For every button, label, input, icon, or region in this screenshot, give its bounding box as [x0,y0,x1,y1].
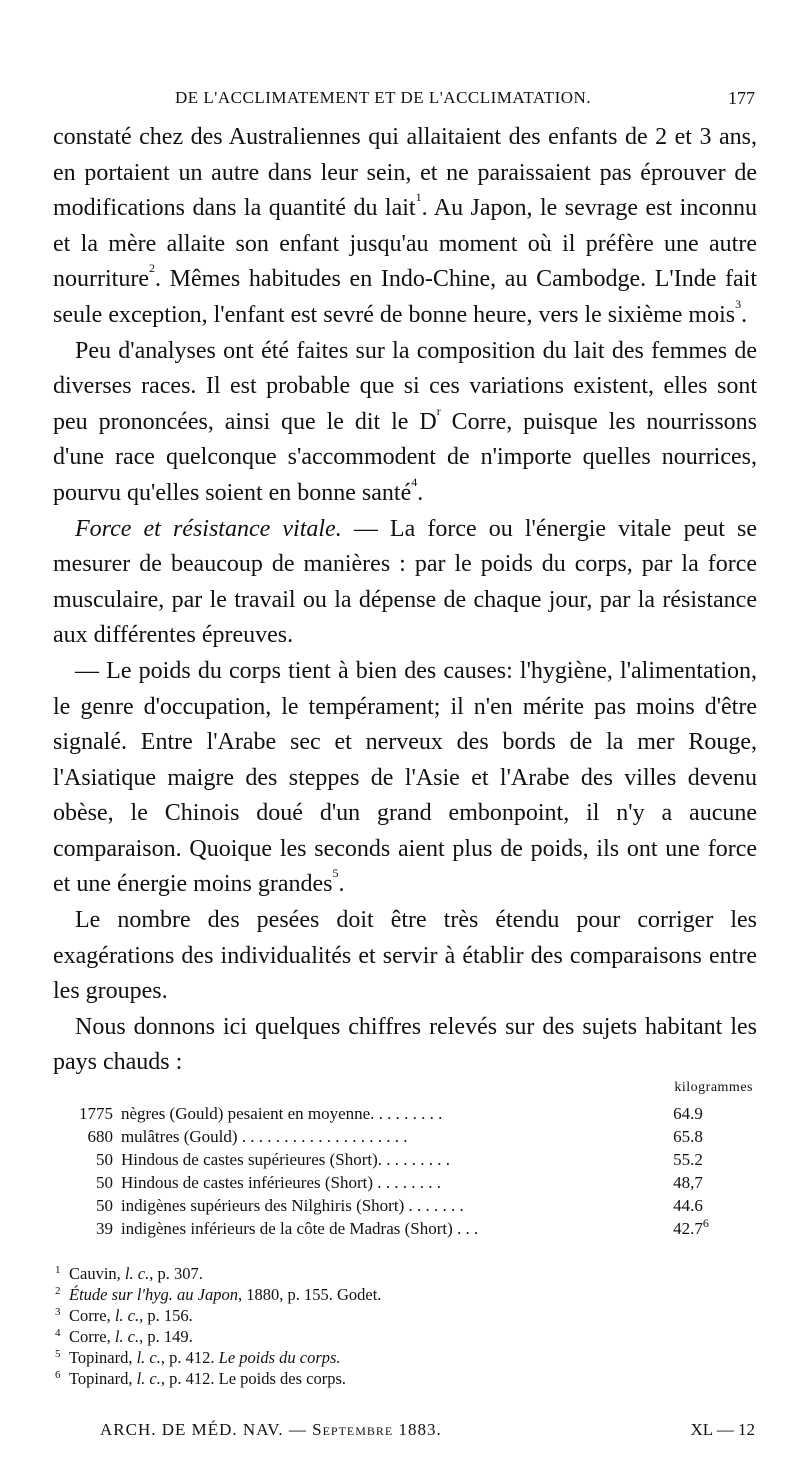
footnotes [55,1263,755,1389]
row-value: 65.8 [673,1127,703,1146]
footnote-text [69,1284,755,1305]
footnote-ref-5: 5 [332,866,339,881]
paragraph-1-text-b: . Au Japon, le sevrage est inconnu et la mère allaite son enfant jusqu'au moment où il préfère une autre nourriture [53,195,757,293]
footnote-italic: l. c. [136,1369,161,1388]
paragraph-6: Nous donnons ici quelques chiffres relevés sur des sujets habitant les pays chauds : [53,1013,757,1076]
row-count: 1775 [78,1104,113,1123]
row-description: indigènes inférieurs de la côte de Madras (Short) . . . [120,1219,479,1238]
row-value: 44.6 [673,1196,703,1215]
row-value: 48,7 [673,1173,703,1192]
footnote-text [69,1263,755,1284]
footnote-text [69,1305,755,1326]
footnote-ref-4: 4 [411,474,418,489]
unit-label: kilogrammes [674,1080,753,1095]
footnote-post: , p. 307. [149,1264,203,1283]
footnote-italic: l. c. [114,1327,140,1346]
header-title: DE L'ACCLIMATEMENT ET DE L'ACCLIMATATION. [175,88,592,107]
footnote-pre: Topinard, [69,1369,137,1388]
footnote-pre: Corre, [69,1327,115,1346]
footnote [55,1284,755,1305]
footnote-italic-2: Le poids du corps. [218,1348,341,1367]
row-count: 50 [95,1150,113,1169]
footnote-text [69,1368,755,1389]
paragraph-1-text-c: . Mêmes habitudes en Indo-Chine, au Cambodge. L'Inde fait seule exception, l'enfant est sevré de bonne heure, vers le sixième mois [53,266,757,328]
row-count: 39 [95,1219,113,1238]
footnote-post: , p. 149. [139,1327,193,1346]
footnote-mark: 4 [55,1327,61,1339]
row-value [665,1217,753,1240]
row-description: Hindous de castes supérieures (Short). . . . . . . . . [120,1150,451,1169]
footnote [55,1263,755,1284]
footnote [55,1305,755,1326]
row-description: indigènes supérieurs des Nilghiris (Short) . . . . . . . [120,1196,464,1215]
doctor-abbrev-sup: r [436,403,441,418]
footnote-text [69,1326,755,1347]
footnote-text [69,1347,755,1368]
paragraph-1 [53,120,757,334]
paragraph-3-text: — La force ou l'énergie vitale peut se mesurer de beaucoup de manières : par le poids du corps, par la force musculaire, par le travail ou la dépense de chaque jour, par la résistance aux différentes épreuves. [53,515,757,649]
footnote [55,1368,755,1389]
footnote [55,1347,755,1368]
footnote-italic: l. c. [136,1348,161,1367]
footnote-post: , p. 412. [160,1348,219,1367]
footnote-ref-2: 2 [148,261,155,276]
footnote-ref-1: 1 [415,190,422,205]
footnote-mark: 1 [55,1264,61,1276]
row-description: Hindous de castes inférieures (Short) . . . . . . . . [120,1173,442,1192]
page-footer [100,1420,755,1450]
footnote-italic: l. c. [114,1306,140,1325]
table-row [75,1171,753,1194]
paragraph-4-text-a: — Le poids du corps tient à bien des causes: l'hygiène, l'alimentation, le genre d'occupation, le tempérament; il n'en mérite pas moins d'être signalé. Entre l'Arabe sec et nerveux des bords de la mer Rouge, l'Asiatique maigre des steppes de l'Asie et l'Arabe des villes devenu obèse, le Chinois doué d'un grand embonpoint, il n'y a aucune comparaison. Quoique les seconds aient plus de poids, ils ont une force et une énergie moins grandes [53,657,757,898]
row-count: 50 [95,1196,113,1215]
row-count: 680 [87,1127,113,1146]
footnote-pre: Cauvin, [69,1264,125,1283]
footnote-pre: Topinard, [69,1348,137,1367]
footnote-pre: Corre, [69,1306,115,1325]
footnote-mark: 2 [55,1285,61,1297]
footnote-post: , 1880, p. 155. Godet. [237,1285,382,1304]
row-value: 55.2 [673,1150,703,1169]
footnote-ref-3: 3 [735,296,742,311]
paragraph-4 [53,654,757,903]
paragraph-3 [53,512,757,654]
table-row [75,1125,753,1148]
paragraph-2 [53,334,757,512]
footnote-mark: 5 [55,1348,61,1360]
table-row [75,1217,753,1240]
signature-mark: XL — 12 [690,1420,755,1439]
footnote-italic: l. c. [124,1264,150,1283]
row-count: 50 [95,1173,113,1192]
footnote-mark: 3 [55,1306,61,1318]
section-heading: Force et résistance vitale. [75,515,342,542]
journal-reference: ARCH. DE MÉD. NAV. — Septembre 1883. [100,1420,442,1439]
body-text [53,120,757,1081]
row-value-number: 42.7 [673,1219,703,1238]
paragraph-1-text-a: constaté chez des Australiennes qui allaitaient des enfants de 2 et 3 ans, en portaient un autre dans leur sein, et ne paraissaient pas éprouver de modifications dans la quantité du lait [53,124,757,222]
paragraph-2-text-c: . [417,479,424,506]
footnote-italic: Étude sur l'hyg. au Japon [69,1285,238,1304]
table-row [75,1194,753,1217]
table-row [75,1148,753,1171]
footnote-mark: 6 [55,1369,61,1381]
paragraph-2-text-b: Corre, puisque les nourrissons d'une race quelconque s'accommodent de n'importe quelles nourrices, pourvu qu'elles soient en bonne santé [53,408,758,506]
paragraph-2-text-a: Peu d'analyses ont été faites sur la composition du lait des femmes de diverses races. Il est probable que si ces variations existent, elles sont peu prononcées, ainsi que le dit le D [53,337,757,435]
paragraph-5: Le nombre des pesées doit être très étendu pour corriger les exagérations des individualités et servir à établir des comparaisons entre les groupes. [53,907,757,1005]
paragraph-1-text-d: . [741,301,748,328]
row-value: 64.9 [673,1104,703,1123]
footnote-post: , p. 156. [139,1306,193,1325]
page-number: 177 [728,88,755,108]
paragraph-4-text-b: . [338,871,345,898]
footnote-post: , p. 412. Le poids des corps. [160,1369,347,1388]
row-description: nègres (Gould) pesaient en moyenne. . . . . . . . . [120,1104,443,1123]
footnote-ref-6: 6 [702,1216,709,1230]
table-row [75,1102,753,1125]
row-description: mulâtres (Gould) . . . . . . . . . . . . . . . . . . . . [120,1127,408,1146]
running-header [55,88,755,118]
weights-table [75,1080,753,1240]
footnote [55,1326,755,1347]
